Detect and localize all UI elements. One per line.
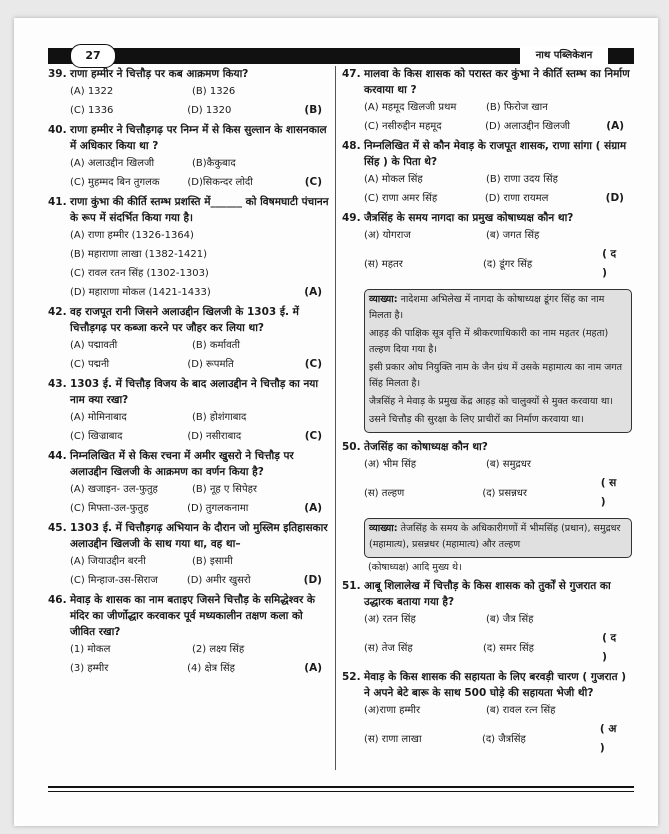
question-number: 52. <box>342 671 361 683</box>
option: (A) मोकल सिंह <box>364 174 423 185</box>
question-number: 41. <box>48 196 67 208</box>
option-row <box>70 640 330 659</box>
option: (C) राणा अमर सिंह <box>364 193 438 204</box>
options-list <box>48 154 330 192</box>
question-header <box>342 210 632 226</box>
question-text: मेवाड़ के शासक का नाम बताइए जिसने चित्तौड़ के समिद्धेश्वर के मंदिर का जीर्णोद्धार करवाकर पूर्व मध्यकालीन तक्षण कला को जीवित रखा? <box>70 594 315 638</box>
option: (A) राणा हम्मीर (1326-1364) <box>70 230 194 241</box>
option: (A) मोमिनाबाद <box>70 412 127 423</box>
option: (D)सिकन्दर लोदी <box>187 177 253 188</box>
option: (D) अलाउद्दीन खिलजी <box>485 121 571 132</box>
explanation-label: व्याख्या: <box>369 294 398 305</box>
answer-label: (A) <box>304 286 322 298</box>
option: (C) मुहम्मद बिन तुगलक <box>70 177 160 188</box>
question-header <box>48 376 330 408</box>
explanation-paragraph <box>369 326 627 358</box>
question-number: 44. <box>48 450 67 462</box>
option: (C) मिफ्ता-उल-फुतुह <box>70 503 149 514</box>
option: (C) मिन्हाज-उस-सिराज <box>70 575 158 586</box>
option-row <box>364 98 632 117</box>
option-row <box>70 283 330 302</box>
question-header <box>342 669 632 701</box>
answer-label: (D) <box>605 192 624 204</box>
option-row <box>70 82 330 101</box>
option: (अ)राणा हम्मीर <box>364 705 421 716</box>
option-row <box>364 474 632 512</box>
option: (B) फिरोज खान <box>486 102 548 113</box>
explanation-text: इसी प्रकार ओघ नियुक्ति नाम के जैन ग्रंथ में उसके महामात्य का नाम जगत सिंह मिलता है। <box>369 362 623 389</box>
answer-label: (A) <box>304 502 322 514</box>
option: (A) जियाउद्दीन बरनी <box>70 556 146 567</box>
option: (A) 1322 <box>70 86 114 97</box>
question-number: 43. <box>48 378 67 390</box>
option-row <box>70 226 330 245</box>
question-header <box>48 194 330 226</box>
option-row <box>70 571 330 590</box>
option: (B) राणा उदय सिंह <box>486 174 558 185</box>
column-divider <box>335 66 336 770</box>
option: (A) महमूद खिलजी प्रथम <box>364 102 457 113</box>
option-row <box>70 427 330 446</box>
answer-label: (A) <box>304 662 322 674</box>
option: (अ) भीम सिंह <box>364 459 417 470</box>
option: (D) नसीराबाद <box>187 431 242 442</box>
explanation-paragraph <box>369 521 627 553</box>
option: (स) राणा लाखा <box>364 733 422 745</box>
question-text: जैत्रसिंह के समय नागदा का प्रमुख कोषाध्यक्ष कौन था? <box>364 212 574 224</box>
option: (A) खजाइन- उल-फुतुह <box>70 484 158 495</box>
question-block <box>342 669 632 758</box>
option-row <box>364 701 632 720</box>
answer-label: ( द ) <box>602 632 617 663</box>
question-text: मेवाड़ के किस शासक की सहायता के लिए बरवड़ी चारण ( गुजरात ) ने अपने बेटे बारू के साथ 500 घोड़े की सहायता भेजी थी? <box>364 671 627 699</box>
answer-label: ( द ) <box>602 248 617 279</box>
footer-rule <box>48 786 634 788</box>
option: (C) पद्मनी <box>70 359 110 370</box>
question-number: 51. <box>342 580 361 592</box>
question-header <box>342 578 632 610</box>
page-number: 27 <box>70 44 116 68</box>
option: (ब) जगत सिंह <box>486 230 540 241</box>
option-row <box>70 408 330 427</box>
option: (D) रूपमति <box>187 359 234 370</box>
question-block <box>48 304 330 374</box>
question-header <box>48 66 330 82</box>
explanation-label: व्याख्या: <box>369 523 398 534</box>
options-list <box>342 610 632 667</box>
answer-label: (C) <box>304 358 322 370</box>
explanation-paragraph <box>369 360 627 392</box>
option-row <box>364 245 632 283</box>
option: (C) खिज्राबाद <box>70 431 123 442</box>
option: (C) नसीरुद्दीन महमूद <box>364 121 442 132</box>
question-block <box>342 66 632 136</box>
explanation-box <box>364 289 632 433</box>
option-row <box>364 170 632 189</box>
option: (3) हम्मीर <box>70 663 109 674</box>
option: (2) लक्ष्य सिंह <box>192 644 245 655</box>
option-row <box>364 189 632 208</box>
option: (स) तल्हण <box>364 487 405 499</box>
question-text: निम्नलिखित में से किस रचना में अमीर खुसरो ने चित्तौड़ पर अलाउद्दीन खिलजी के आक्रमण का वर्णन किया है? <box>70 450 294 478</box>
right-column <box>342 66 632 760</box>
explanation-text: तेजसिंह के समय के अधिकारीगणों में भीमसिंह (प्रधान), समुद्रधर (महामात्य), प्रसन्नधर (महामात्य) और तल्हण <box>369 523 621 550</box>
option-row <box>364 226 632 245</box>
question-number: 39. <box>48 68 67 80</box>
question-number: 48. <box>342 140 361 152</box>
option-row <box>70 245 330 264</box>
options-list <box>48 640 330 678</box>
option-row <box>70 173 330 192</box>
option: (D) अमीर खुसरो <box>186 575 251 586</box>
options-list <box>48 552 330 590</box>
options-list <box>342 701 632 758</box>
question-number: 50. <box>342 441 361 453</box>
question-text: 1303 ई. में चित्तौड़गढ़ अभियान के दौरान जो मुस्लिम इतिहासकार अलाउद्दीन खिलजी के साथ गया था, वह था– <box>70 522 328 550</box>
options-list <box>48 82 330 120</box>
options-list <box>48 336 330 374</box>
question-text: वह राजपूत रानी जिसने अलाउद्दीन खिलजी के 1303 ई. में चित्तौड़गढ़ पर कब्जा करने पर जौहर कर लिया था? <box>70 306 299 334</box>
answer-label: (A) <box>606 120 624 132</box>
question-text: निम्नलिखित में से कौन मेवाड़ के राजपूत शासक, राणा सांगा ( संग्राम सिंह ) के पिता थे? <box>364 140 627 168</box>
question-text: तेजसिंह का कोषाध्यक्ष कौन था? <box>364 441 488 453</box>
explanation-paragraph <box>369 412 627 428</box>
options-list <box>48 226 330 302</box>
option-row <box>364 117 632 136</box>
option: (द) समर सिंह <box>483 642 534 654</box>
option: (1) मोकल <box>70 644 111 655</box>
option: (द) डूंगर सिंह <box>483 258 533 270</box>
option-row <box>70 336 330 355</box>
option-row <box>364 610 632 629</box>
option: (ब) समुद्रधर <box>486 459 531 470</box>
option: (4) क्षेत्र सिंह <box>187 663 235 674</box>
option-row <box>70 355 330 374</box>
question-header <box>48 592 330 640</box>
option-row <box>364 720 632 758</box>
options-list <box>342 455 632 512</box>
publisher-name: नाथ पब्लिकेशन <box>520 47 608 65</box>
explanation-box <box>364 518 632 558</box>
question-header <box>48 448 330 480</box>
option-row <box>364 455 632 474</box>
question-text: राणा हम्मीर ने चित्तौड़ पर कब आक्रमण किया? <box>70 68 249 80</box>
option: (D) 1320 <box>187 105 232 116</box>
explanation-text: आहड़ की पाक्षिक सूत्र वृत्ति में श्रीकरणाधिकारी का नाम महतर (महता) तल्हण दिया गया है। <box>369 328 609 355</box>
option: (B) नूह ए सिपेहर <box>192 484 258 495</box>
option-row <box>70 101 330 120</box>
question-block <box>48 122 330 192</box>
question-block <box>48 520 330 590</box>
option: (B) महाराणा लाखा (1382-1421) <box>70 249 208 260</box>
explanation-paragraph <box>369 394 627 410</box>
answer-label: ( स ) <box>600 477 617 508</box>
option: (C) रावल रतन सिंह (1302-1303) <box>70 268 209 279</box>
question-block <box>48 592 330 678</box>
left-column <box>48 66 330 680</box>
option: (A) अलाउद्दीन खिलजी <box>70 158 155 169</box>
question-number: 42. <box>48 306 67 318</box>
option: (B) कर्मावती <box>192 340 240 351</box>
question-number: 40. <box>48 124 67 136</box>
footer-rule-thin <box>48 791 634 792</box>
question-block <box>48 194 330 302</box>
options-list <box>342 170 632 208</box>
question-text: राणा हम्मीर ने चित्तौड़गढ़ पर निम्न में से किस सुल्तान के शासनकाल में अधिकार किया था ? <box>70 124 327 152</box>
explanation-text: उसने चित्तौड़ की सुरक्षा के लिए प्राचीरों का निर्माण करवाया था। <box>369 414 584 425</box>
question-header <box>48 122 330 154</box>
answer-label: (B) <box>304 104 322 116</box>
option: (स) तेज सिंह <box>364 642 413 654</box>
option-row <box>70 264 330 283</box>
question-header <box>342 138 632 170</box>
option: (अ) रतन सिंह <box>364 614 416 625</box>
option: (B) इसामी <box>192 556 233 567</box>
option: (स) महतर <box>364 258 403 270</box>
options-list <box>48 480 330 518</box>
question-text: राणा कुंभा की कीर्ति स्तम्भ प्रशस्ति में______ को विषमघाटी पंचानन के रूप में संदर्भित किया गया है। <box>70 196 329 224</box>
question-block <box>48 448 330 518</box>
question-block <box>342 138 632 208</box>
option: (D) महाराणा मोकल (1421-1433) <box>70 287 211 298</box>
option: (ब) जैत्र सिंह <box>486 614 534 625</box>
question-block <box>342 439 632 576</box>
option: (अ) योगराज <box>364 230 411 241</box>
option-row <box>70 499 330 518</box>
option: (C) 1336 <box>70 105 114 116</box>
option-row <box>70 552 330 571</box>
option-row <box>70 480 330 499</box>
option: (द) जैत्रसिंह <box>481 733 526 745</box>
option: (A) पद्मावती <box>70 340 118 351</box>
explanation-text: नादेशमा अभिलेख में नागदा के कोषाध्यक्ष डूंगर सिंह का नाम मिलता है। <box>369 294 605 321</box>
question-number: 46. <box>48 594 67 606</box>
explanation-paragraph <box>369 292 627 324</box>
question-text: आबू शिलालेख में चित्तौड़ के किस शासक को तुर्कों से गुजरात का उद्धारक बताया गया है? <box>364 580 611 608</box>
answer-label: (C) <box>304 176 322 188</box>
question-text: 1303 ई. में चित्तौड़ विजय के बाद अलाउद्दीन ने चित्तौड़ का नया नाम क्या रखा? <box>70 378 319 406</box>
option: (द) प्रसन्नधर <box>482 487 528 499</box>
explanation-continuation: (कोषाध्यक्ष) आदि मुख्य थे। <box>368 562 462 573</box>
option: (ब) रावल रत्न सिंह <box>486 705 556 716</box>
question-text: मालवा के किस शासक को परास्त कर कुंभा ने कीर्ति स्तम्भ का निर्माण करवाया था ? <box>364 68 630 96</box>
question-number: 45. <box>48 522 67 534</box>
options-list <box>342 98 632 136</box>
options-list <box>342 226 632 283</box>
question-header <box>342 439 632 455</box>
question-block <box>342 210 632 433</box>
question-block <box>342 578 632 667</box>
option: (D) राणा रायमल <box>484 193 549 204</box>
answer-label: ( अ ) <box>599 723 617 754</box>
question-block <box>48 66 330 120</box>
option-row <box>70 659 330 678</box>
question-number: 47. <box>342 68 361 80</box>
explanation-text: जैत्रसिंह ने मेवाड़ के प्रमुख केंद्र आहड़ को चालुक्यों से मुक्त करवाया था। <box>369 396 613 407</box>
question-header <box>48 304 330 336</box>
question-header <box>48 520 330 552</box>
option-row <box>70 154 330 173</box>
option: (B)कैकुबाद <box>192 158 236 169</box>
question-block <box>48 376 330 446</box>
option: (B) होशंगाबाद <box>192 412 247 423</box>
question-number: 49. <box>342 212 361 224</box>
option: (B) 1326 <box>192 86 236 97</box>
question-header <box>342 66 632 98</box>
option-row <box>364 629 632 667</box>
answer-label: (C) <box>304 430 322 442</box>
options-list <box>48 408 330 446</box>
option: (D) तुगलकनामा <box>187 503 249 514</box>
answer-label: (D) <box>303 574 322 586</box>
